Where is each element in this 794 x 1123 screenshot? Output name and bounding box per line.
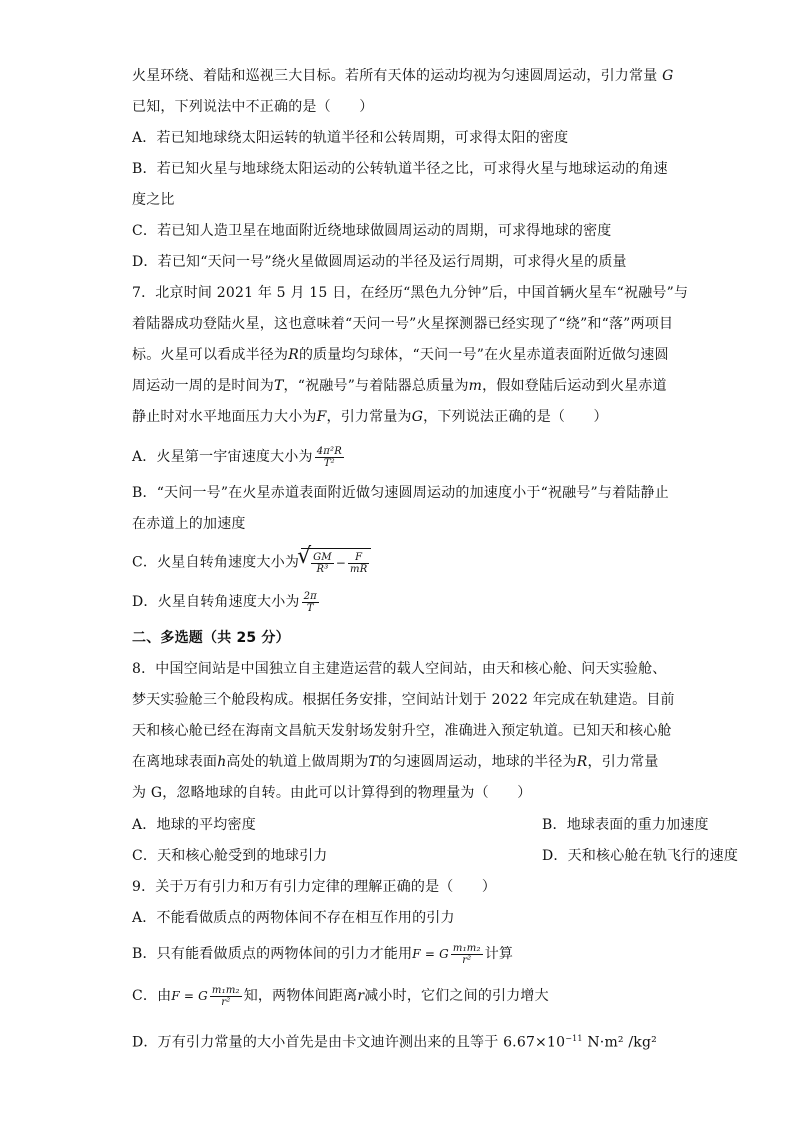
q9-option-d[interactable]: D．万有引力常量的大小首先是由卡文迪许测出来的且等于 $6.67\times 10^{-11}$ N·m² /kg² — [132, 1034, 657, 1051]
q6-option-a[interactable]: A．若已知地球绕太阳运转的轨道半径和公转周期，可求得太阳的密度 — [132, 130, 569, 146]
q7-option-c[interactable]: C．火星自转角速度大小为 √ $\frac{GM}{\text{R³}}$ − $\frac{F}{mR}$ — [132, 548, 662, 577]
q9-stem: 9．关于万有引力和万有引力定律的理解正确的是（ ） — [132, 879, 497, 895]
q7-option-d-formula: $\frac{2\pi}{T}$ — [303, 590, 317, 614]
q9-option-c-formula: $\frac{\text{m₁m₂}}{\text{r²}}$ — [211, 984, 240, 1008]
q7-option-c-sqrt-formula: √ $\frac{GM}{\text{R³}}$ − $\frac{F}{mR}$ — [301, 548, 371, 577]
section-heading-multiple-choice: 二、多选题（共 25 分） — [132, 630, 290, 646]
q7-option-a[interactable]: A．火星第一宇宙速度大小为 $\frac{\text{4π²R}}{\text{T²}}$ — [132, 445, 342, 469]
q6-option-b-line-2[interactable]: 度之比 — [132, 192, 175, 208]
q8-options-row-1 — [132, 815, 709, 835]
q7-stem-line-4: 周运动一周的是时间为T，“祝融号”与着陆器总质量为m，假如登陆后运动到火星赤道 — [132, 378, 667, 394]
q6-stem-line-1: 火星环绕、着陆和巡视三大目标。若所有天体的运动均视为匀速圆周运动，引力常量 G — [132, 68, 674, 84]
q7-stem-line-1: 7．北京时间 2021 年 5 月 15 日，在经历“黑色九分钟”后，中国首辆火星车“祝融号”与 — [132, 285, 689, 301]
q9-option-a[interactable]: A．不能看做质点的两物体间不存在相互作用的引力 — [132, 910, 455, 926]
q8-options-row-2 — [132, 846, 739, 866]
q8-stem-line-5: 为 G，忽略地球的自转。由此可以计算得到的物理量为（ ） — [132, 785, 532, 801]
q8-option-c[interactable]: C．天和核心舱受到的地球引力 — [132, 848, 328, 864]
q7-stem-line-3: 标。火星可以看成半径为R的质量均匀球体，“天问一号”在火星赤道表面附近做匀速圆 — [132, 347, 669, 363]
q7-option-b-line-1[interactable]: B．“天问一号”在火星赤道表面附近做匀速圆周运动的加速度小于“祝融号”与着陆静止 — [132, 485, 669, 501]
q7-stem-line-5: 静止时对水平地面压力大小为F，引力常量为G，下列说法正确的是（ ） — [132, 409, 608, 425]
q8-stem-line-4: 在离地球表面h高处的轨道上做周期为T的匀速圆周运动，地球的半径为R，引力常量 — [132, 754, 659, 770]
q6-option-d[interactable]: D．若已知“天问一号”绕火星做圆周运动的半径及运行周期，可求得火星的质量 — [132, 254, 627, 270]
q8-stem-line-1: 8．中国空间站是中国独立自主建造运营的载人空间站，由天和核心舱、问天实验舱、 — [132, 661, 667, 677]
q8-option-a[interactable]: A．地球的平均密度 — [132, 817, 256, 833]
q8-stem-line-2: 梦天实验舱三个舱段构成。根据任务安排，空间站计划于 2022 年完成在轨建造。目前 — [132, 692, 675, 708]
q8-stem-line-3: 天和核心舱已经在海南文昌航天发射场发射升空，准确进入预定轨道。已知天和核心舱 — [132, 723, 672, 739]
q6-stem-line-2: 已知，下列说法中不正确的是（ ） — [132, 99, 374, 115]
q6-option-b-line-1[interactable]: B．若已知火星与地球绕太阳运动的公转轨道半径之比，可求得火星与地球运动的角速 — [132, 161, 668, 177]
q7-option-a-formula: $\frac{\text{4π²R}}{\text{T²}}$ — [316, 445, 342, 469]
q9-option-c[interactable]: C．由F = G $\frac{\text{m₁m₂}}{\text{r²}}$ 知，两物体间距离r减小时，它们之间的引力增大 — [132, 984, 549, 1008]
q9-option-b[interactable]: B．只有能看做质点的两物体间的引力才能用F = G $\frac{\text{m₁m₂}}{\text{r²}}$ 计算 — [132, 942, 514, 966]
q8-option-d[interactable]: D．天和核心舱在轨飞行的速度 — [542, 848, 739, 864]
q9-option-b-formula: $\frac{\text{m₁m₂}}{\text{r²}}$ — [452, 942, 481, 966]
q7-option-b-line-2[interactable]: 在赤道上的加速度 — [132, 516, 246, 532]
q6-option-c[interactable]: C．若已知人造卫星在地面附近绕地球做圆周运动的周期，可求得地球的密度 — [132, 223, 612, 239]
q8-option-b[interactable]: B．地球表面的重力加速度 — [542, 817, 709, 833]
q7-option-d[interactable]: D．火星自转角速度大小为 $\frac{2\pi}{T}$ — [132, 590, 317, 614]
q7-stem-line-2: 着陆器成功登陆火星，这也意味着“天问一号”火星探测器已经实现了“绕”和“落”两项目 — [132, 316, 674, 332]
